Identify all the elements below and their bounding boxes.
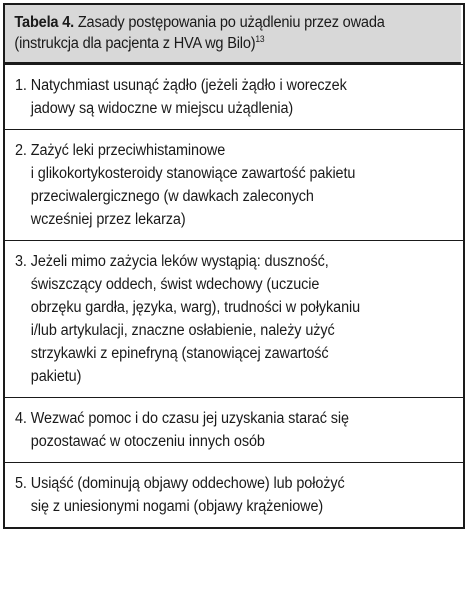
row-line: Usiąść (dominują objawy oddechowe) lub położyć xyxy=(30,475,345,492)
table-row-3 xyxy=(5,240,463,397)
row-line: Natychmiast usunąć żądło (jeżeli żądło i woreczek xyxy=(30,77,347,94)
row-line: i/lub artykulacji, znaczne osłabienie, należy użyć xyxy=(30,322,335,339)
row-line: i glikokortykosteroidy stanowiące zawartość pakietu xyxy=(30,165,356,182)
table-row-5 xyxy=(5,462,463,527)
row-number: 4. xyxy=(15,410,27,427)
row-text xyxy=(31,74,453,120)
table-caption xyxy=(5,5,461,64)
row-text xyxy=(31,472,453,518)
row-text xyxy=(31,407,453,453)
row-number: 2. xyxy=(15,142,27,159)
row-line: wcześniej przez lekarza) xyxy=(30,211,186,228)
row-number: 3. xyxy=(15,253,27,270)
row-text xyxy=(31,250,453,388)
table-row-1 xyxy=(5,64,463,129)
row-number: 5. xyxy=(15,475,27,492)
row-line: jadowy są widoczne w miejscu użądlenia) xyxy=(30,100,294,117)
table-row-2 xyxy=(5,129,463,240)
row-line: pozostawać w otoczeniu innych osób xyxy=(30,433,265,450)
row-text xyxy=(31,139,453,231)
row-line: Wezwać pomoc i do czasu jej uzyskania starać się xyxy=(30,410,349,427)
table-row-4 xyxy=(5,397,463,462)
row-line: pakietu) xyxy=(30,368,82,385)
row-line: obrzęku gardła, języka, warg), trudności w połykaniu xyxy=(30,299,361,316)
instruction-table xyxy=(3,3,465,529)
row-line: strzykawki z epinefryną (stanowiącej zawartość xyxy=(30,345,329,362)
row-line: Zażyć leki przeciwhistaminowe xyxy=(30,142,226,159)
table-reference: 13 xyxy=(255,33,265,44)
row-number: 1. xyxy=(15,77,27,94)
row-line: świszczący oddech, świst wdechowy (uczucie xyxy=(30,276,320,293)
table-label: Tabela 4. xyxy=(14,14,74,31)
table-title: Zasady postępowania po użądleniu przez owada (instrukcja dla pacjenta z HVA wg Bilo) xyxy=(14,14,385,52)
row-line: Jeżeli mimo zażycia leków wystąpią: duszność, xyxy=(30,253,329,270)
row-line: przeciwalergicznego (w dawkach zaleconych xyxy=(30,188,314,205)
row-line: się z uniesionymi nogami (objawy krążeniowe) xyxy=(30,498,324,515)
